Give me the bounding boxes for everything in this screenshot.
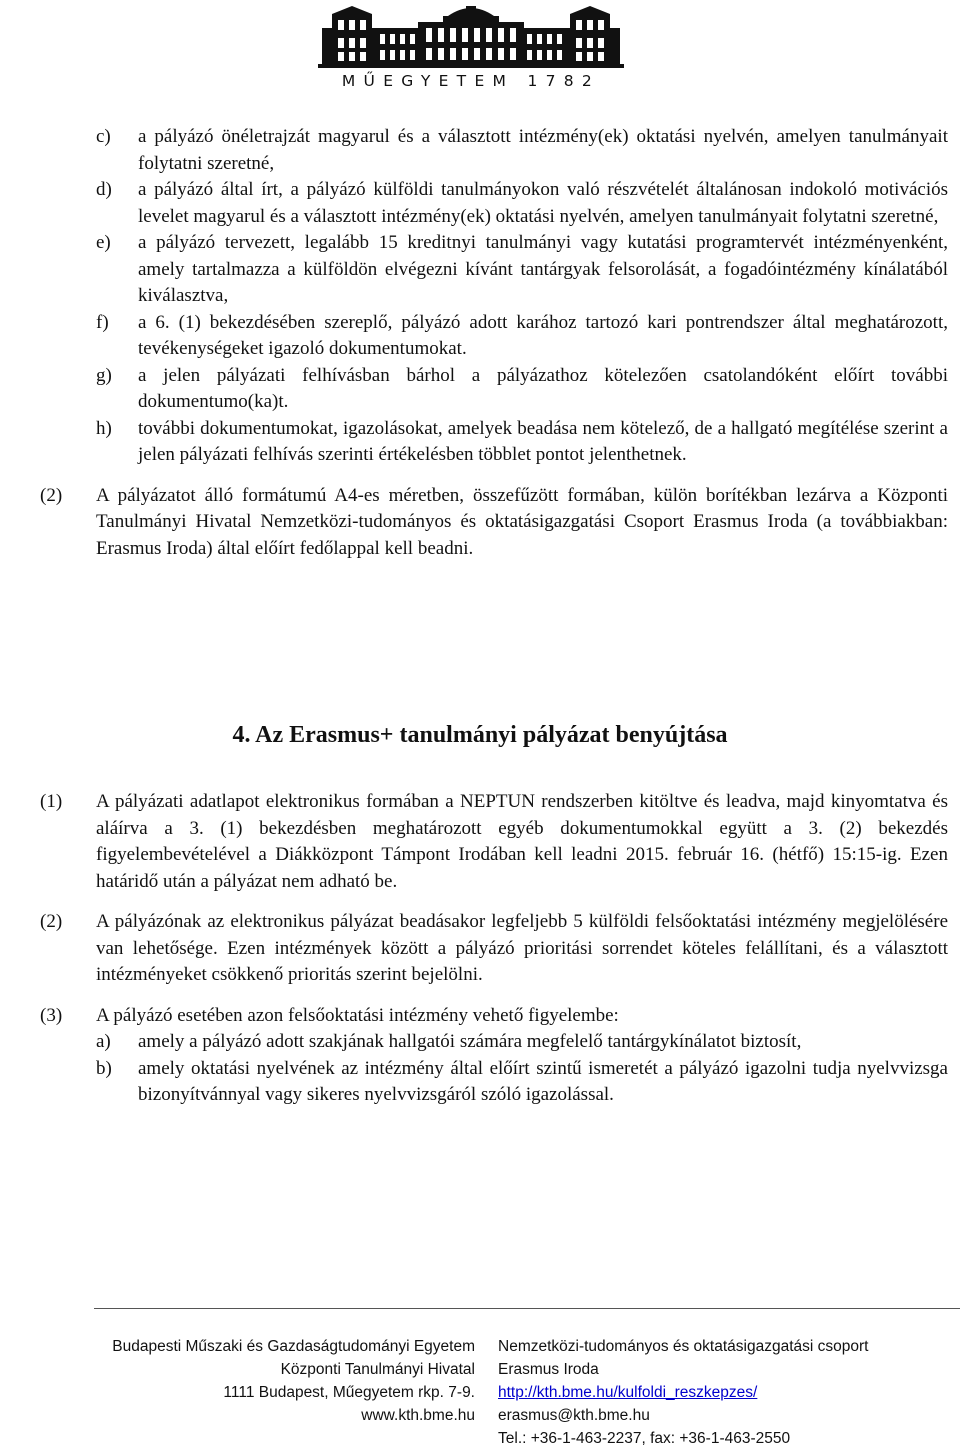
list-item: [40, 310, 948, 363]
paragraph-text: A pályázó esetében azon felsőoktatási intézmény vehető figyelembe:: [96, 1004, 619, 1026]
item-text: a pályázó által írt, a pályázó külföldi tanulmányokon való részvételét általánosan indokoló motivációs levelet magyarul és a választott intézmény(ek) oktatási nyelvén, amelyen tanulmányait folytatni szeretné,: [138, 179, 948, 227]
paragraph-label: (2): [40, 911, 63, 932]
footer-left: [112, 1335, 475, 1427]
item-label: d): [96, 179, 112, 200]
building-icon: [318, 6, 624, 70]
office-name: Központi Tanulmányi Hivatal: [280, 1361, 475, 1378]
paragraph-text: A pályázati adatlapot elektronikus formában a NEPTUN rendszerben kitöltve és leadva, majd kinyomtatva és aláírva a 3. (1) bekezdésben meghatározott egyéb dokumentumokkal együtt a 3. (2) bekezdés figyelembevételével a Diákközpont Támpont Irodában kell leadni 2015. február 16. (hétfő) 15:15-ig. Ezen határidő után a pályázat nem adható be.: [96, 791, 948, 892]
paragraph-text: A pályázatot álló formátumú A4-es méretben, összefűzött formában, külön borítékban lezárva a Központi Tanulmányi Hivatal Nemzetközi-tudományos és oktatásigazgatási Csoport Erasmus Iroda (a továbbiakban: Erasmus Iroda) által előírt fedőlappal kell beadni.: [96, 484, 948, 559]
item-text: a pályázó tervezett, legalább 15 kreditnyi tanulmányi vagy kutatási programtervét intézményenként, amely tartalmazza a külföldön elvégezni kívánt tantárgyak felsorolását, a fogadóintézmény kínálatából kiválasztva,: [138, 232, 948, 306]
list-item: [40, 1029, 948, 1056]
list-item: [40, 363, 948, 416]
address: 1111 Budapest, Műegyetem rkp. 7-9.: [223, 1384, 475, 1401]
list-item: [40, 124, 948, 177]
list-item: [40, 177, 948, 230]
footer-right: [498, 1335, 868, 1450]
list-item: [40, 416, 948, 469]
footer-divider: [94, 1308, 960, 1309]
item-text: amely oktatási nyelvének az intézmény által előírt szintű ismeretét a pályázó igazolni tudja nyelvvizsga bizonyítvánnyal vagy sikeres nyelvvizsgáról szóló igazolással.: [138, 1057, 948, 1105]
item-label: f): [96, 311, 109, 333]
university-name: Budapesti Műszaki és Gazdaságtudományi Egyetem: [112, 1338, 475, 1355]
phone-fax: Tel.: +36-1-463-2237, fax: +36-1-463-2550: [498, 1430, 791, 1447]
paragraph-label: (3): [40, 1004, 63, 1026]
paragraph-text: A pályázónak az elektronikus pályázat beadásakor legfeljebb 5 külföldi felsőoktatási intézmény megjelölésére van lehetősége. Ezen intézmények között a pályázó prioritási sorrendet köteles felállítani, és a választott intézményeket csökkenő prioritás szerint bejelölni.: [96, 911, 948, 985]
item-label: c): [96, 126, 111, 147]
item-label: e): [96, 232, 111, 253]
website[interactable]: www.kth.bme.hu: [361, 1407, 475, 1424]
office-unit: Erasmus Iroda: [498, 1361, 599, 1378]
item-text: a jelen pályázati felhívásban bárhol a pályázathoz kötelezően csatolandóként előírt további dokumentumo(ka)t.: [138, 364, 948, 412]
item-text: további dokumentumokat, igazolásokat, amelyek beadása nem kötelező, de a hallgató megítélése szerint a jelen pályázati felhívás szerinti értékelésben többlet pontot jelenthetnek.: [138, 417, 948, 465]
group-name: Nemzetközi-tudományos és oktatásigazgatási csoport: [498, 1338, 869, 1355]
paragraph-label: (2): [40, 484, 63, 506]
section-title: 4. Az Erasmus+ tanulmányi pályázat benyújtása: [232, 722, 728, 748]
paragraph: [40, 1003, 948, 1030]
item-label: b): [96, 1057, 112, 1079]
list-item: [40, 230, 948, 310]
section-body: [40, 789, 948, 1109]
logo-text: MŰEGYETEM 1782: [341, 72, 601, 90]
paragraph: [40, 789, 948, 895]
list-item: [40, 1056, 948, 1109]
paragraph-label: (1): [40, 791, 63, 812]
office-link[interactable]: http://kth.bme.hu/kulfoldi_reszkepzes/: [498, 1384, 758, 1401]
item-label: g): [96, 364, 112, 386]
item-text: a 6. (1) bekezdésében szereplő, pályázó adott karához tartozó kari pontrendszer által meghatározott, tevékenységeket igazoló dokumentumokat.: [138, 311, 948, 359]
item-text: amely a pályázó adott szakjának hallgatói számára megfelelő tantárgykínálatot biztosít,: [138, 1031, 802, 1052]
item-text: a pályázó önéletrajzát magyarul és a választott intézmény(ek) oktatási nyelvén, amelyen tanulmányait folytatni szeretné,: [138, 126, 948, 174]
email[interactable]: erasmus@kth.bme.hu: [498, 1407, 650, 1424]
item-label: a): [96, 1031, 111, 1052]
paragraph: [40, 483, 948, 563]
paragraph: [40, 909, 948, 989]
university-logo: [318, 6, 624, 96]
document-body: [40, 124, 948, 562]
item-label: h): [96, 417, 112, 439]
